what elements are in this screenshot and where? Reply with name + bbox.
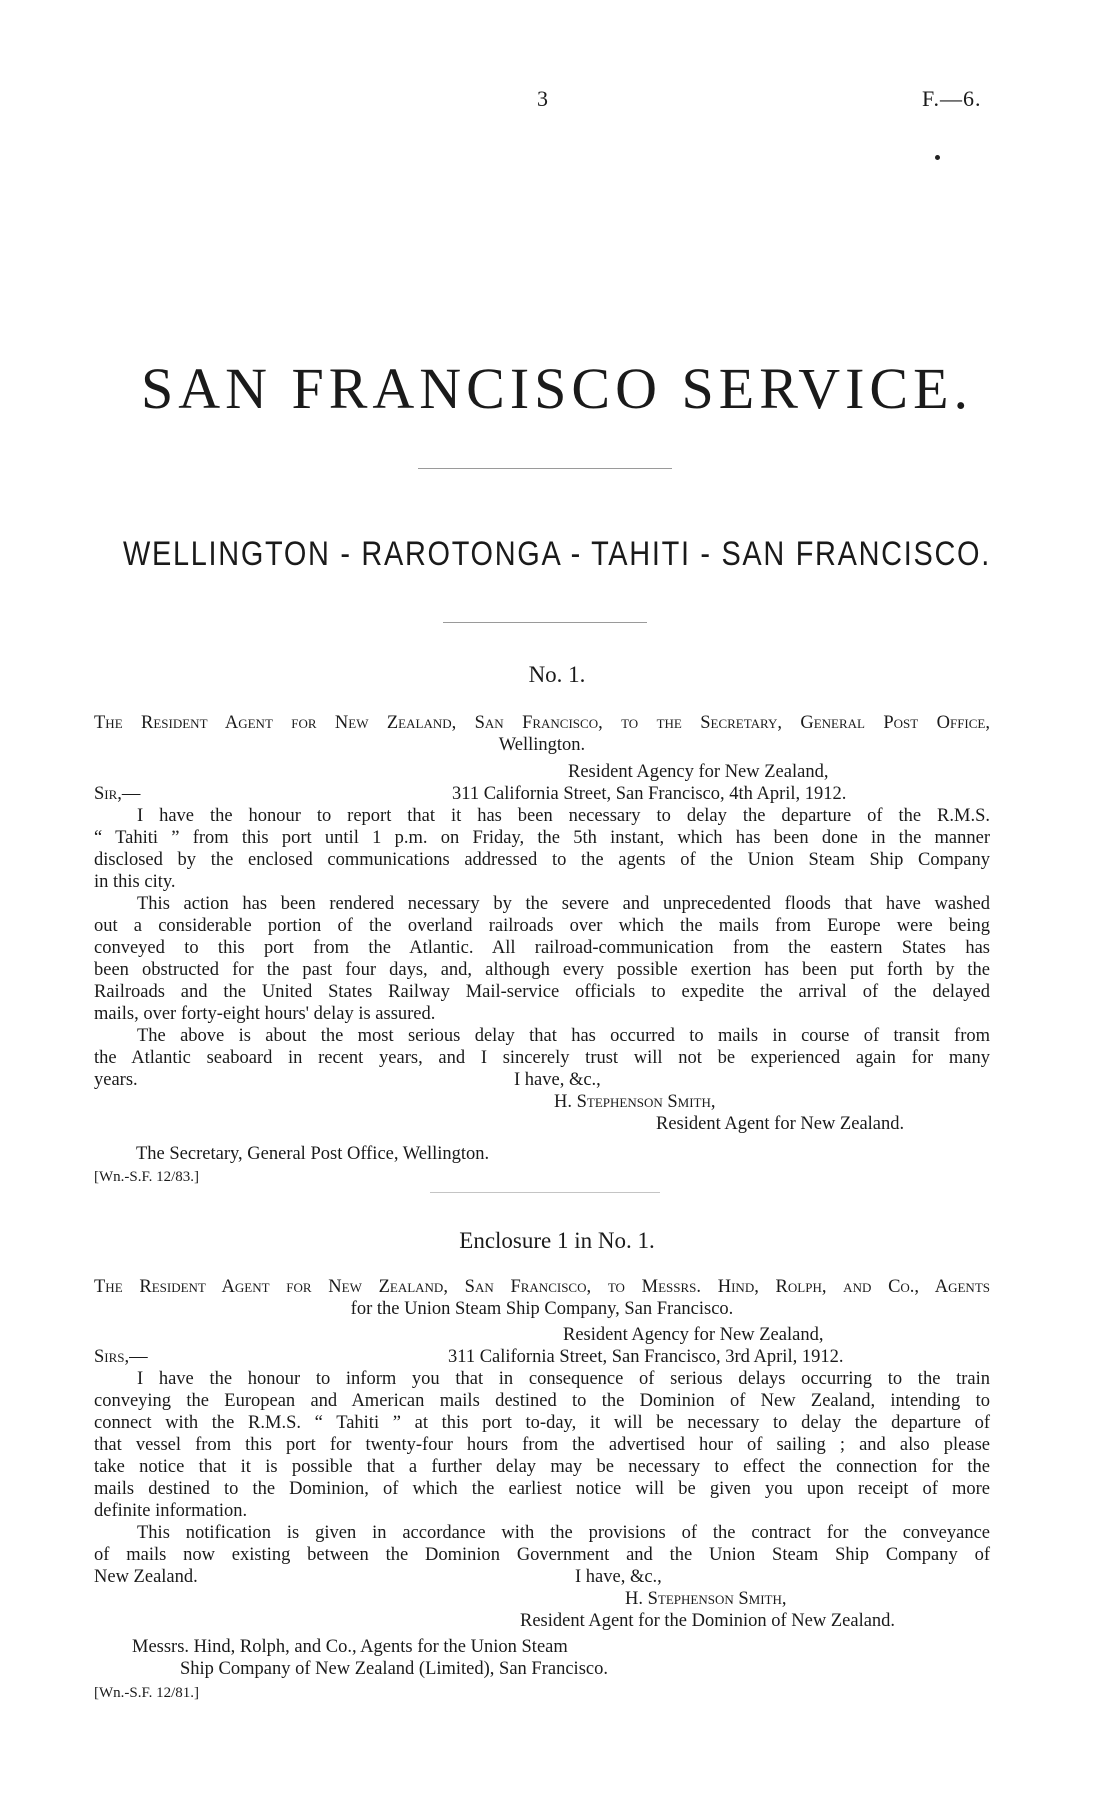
- divider: [430, 1192, 660, 1193]
- letter-salutation: Sir,—: [94, 784, 141, 804]
- letter-recipient: Messrs. Hind, Rolph, and Co., Agents for the Union Steam: [132, 1637, 568, 1657]
- paragraph-line: This notification is given in accordance with the provisions of the contract for the conveyance: [137, 1523, 990, 1543]
- paragraph-line: mails, over forty-eight hours' delay is assured.: [94, 1004, 436, 1024]
- letter-address-line: The Resident Agent for New Zealand, San Francisco, to the Secretary, General Post Office,: [94, 713, 990, 733]
- letter-location-date: 311 California Street, San Francisco, 3rd April, 1912.: [448, 1347, 844, 1367]
- letter-location-date: 311 California Street, San Francisco, 4th April, 1912.: [452, 784, 847, 804]
- route-subtitle: WELLINGTON - RAROTONGA - TAHITI - SAN FRANCISCO.: [123, 535, 991, 573]
- letter-agency: Resident Agency for New Zealand,: [563, 1325, 824, 1345]
- letter-signature: H. Stephenson Smith,: [625, 1589, 787, 1609]
- paragraph-line: been obstructed for the past four days, and, although every possible exertion has been put forth by the: [94, 960, 990, 980]
- letter-address-line: Wellington.: [498, 735, 586, 755]
- letter-heading: No. 1.: [528, 662, 586, 687]
- paragraph-line: conveyed to this port from the Atlantic. All railroad-communication from the eastern States has: [94, 938, 990, 958]
- letter-closing: I have, &c.,: [575, 1567, 662, 1587]
- paragraph-line: “ Tahiti ” from this port until 1 p.m. on Friday, the 5th instant, which has been done in the manner: [94, 828, 990, 848]
- letter-signature: H. Stephenson Smith,: [554, 1092, 716, 1112]
- paragraph-line: This action has been rendered necessary by the severe and unprecedented floods that have washed: [137, 894, 990, 914]
- print-mark: [935, 155, 940, 160]
- paragraph-line: I have the honour to report that it has been necessary to delay the departure of the R.M.S.: [137, 806, 990, 826]
- document-reference: F.—6.: [922, 86, 982, 111]
- enclosure-heading: Enclosure 1 in No. 1.: [459, 1228, 655, 1253]
- paragraph-line: the Atlantic seaboard in recent years, and I sincerely trust will not be experienced again for many: [94, 1048, 990, 1068]
- paragraph-line: definite information.: [94, 1501, 248, 1521]
- letter-salutation: Sirs,—: [94, 1347, 148, 1367]
- divider: [418, 468, 672, 469]
- paragraph-line: that vessel from this port for twenty-four hours from the advertised hour of sailing ; and also please: [94, 1435, 990, 1455]
- file-reference: [Wn.-S.F. 12/81.]: [94, 1685, 200, 1701]
- paragraph-line: out a considerable portion of the overland railroads over which the mails from Europe were being: [94, 916, 990, 936]
- letter-address-line: for the Union Steam Ship Company, San Francisco.: [350, 1299, 734, 1319]
- paragraph-line: New Zealand.: [94, 1567, 198, 1587]
- letter-agency: Resident Agency for New Zealand,: [568, 762, 829, 782]
- page-number: 3: [537, 86, 548, 111]
- paragraph-line: years.: [94, 1070, 138, 1090]
- paragraph-line: I have the honour to inform you that in consequence of serious delays occurring to the train: [137, 1369, 990, 1389]
- signature-title: Resident Agent for New Zealand.: [656, 1114, 905, 1134]
- paragraph-line: conveying the European and American mails destined to the Dominion of New Zealand, intending to: [94, 1391, 990, 1411]
- paragraph-line: disclosed by the enclosed communications addressed to the agents of the Union Steam Ship Company: [94, 850, 990, 870]
- letter-recipient: The Secretary, General Post Office, Wellington.: [136, 1144, 490, 1164]
- page-title: SAN FRANCISCO SERVICE.: [140, 356, 974, 421]
- letter-closing: I have, &c.,: [514, 1070, 601, 1090]
- divider: [443, 622, 647, 623]
- paragraph-line: of mails now existing between the Dominion Government and the Union Steam Ship Company of: [94, 1545, 990, 1565]
- paragraph-line: mails destined to the Dominion, of which the earliest notice will be given you upon receipt of more: [94, 1479, 990, 1499]
- paragraph-line: connect with the R.M.S. “ Tahiti ” at this port to-day, it will be necessary to delay the departure of: [94, 1413, 990, 1433]
- file-reference: [Wn.-S.F. 12/83.]: [94, 1169, 200, 1185]
- letter-recipient: Ship Company of New Zealand (Limited), San Francisco.: [180, 1659, 608, 1679]
- letter-address-line: The Resident Agent for New Zealand, San Francisco, to Messrs. Hind, Rolph, and Co., Agents: [94, 1277, 990, 1297]
- paragraph-line: take notice that it is possible that a further delay may be necessary to effect the connection for the: [94, 1457, 990, 1477]
- signature-title: Resident Agent for the Dominion of New Zealand.: [520, 1611, 896, 1631]
- paragraph-line: in this city.: [94, 872, 176, 892]
- paragraph-line: Railroads and the United States Railway Mail-service officials to expedite the arrival of the delayed: [94, 982, 990, 1002]
- paragraph-line: The above is about the most serious delay that has occurred to mails in course of transit from: [137, 1026, 990, 1046]
